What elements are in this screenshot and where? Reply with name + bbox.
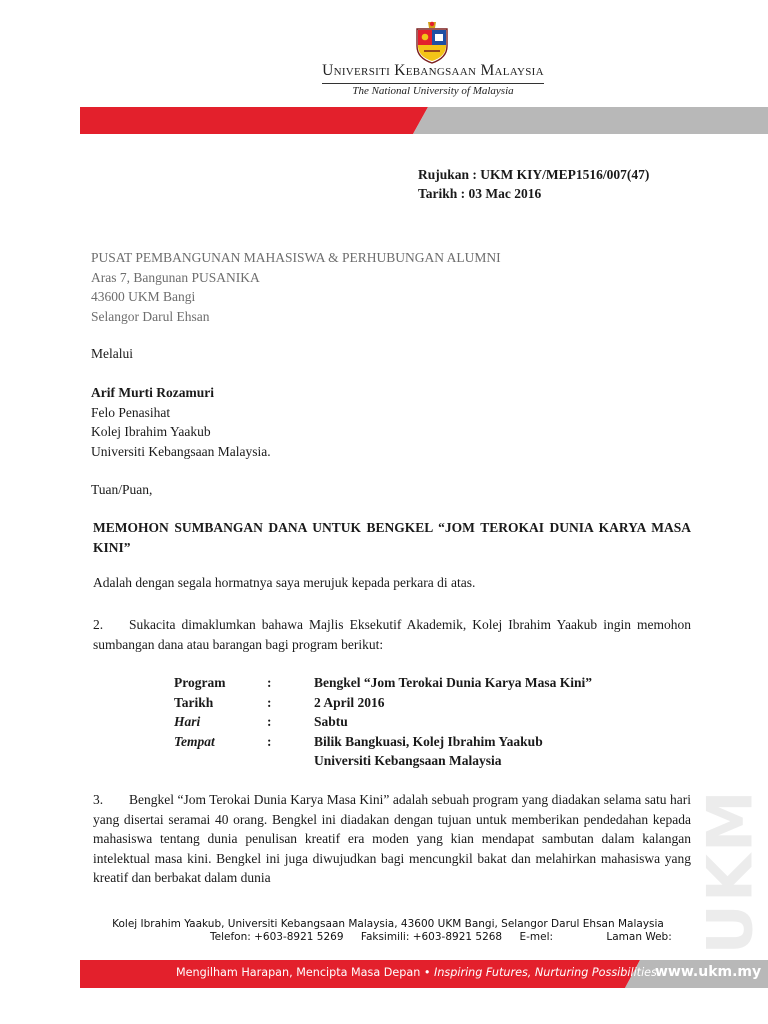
intermediary-line: Universiti Kebangsaan Malaysia. — [91, 443, 271, 459]
letterhead-color-band — [80, 107, 768, 134]
footer-contact — [210, 931, 686, 943]
via-label: Melalui — [91, 346, 133, 361]
intermediary-line: Kolej Ibrahim Yaakub — [91, 424, 211, 439]
detail-colon: : — [267, 675, 272, 690]
letterhead-divider — [322, 83, 544, 84]
detail-value: 2 April 2016 — [314, 694, 385, 710]
paragraph-text: Bengkel “Jom Terokai Dunia Karya Masa Kini” adalah sebuah program yang diadakan selama satu hari yang disertai seramai 40 orang. Bengkel ini diadakan dengan tujuan untuk memberikan pendedahan kepada mahasiswa tentang dunia penulisan kreatif era moden yang kian mendapat sambutan dalam kalangan intelektual masa kini. Bengkel ini juga diwujudkan bagi mencungkil bakat dan melahirkan mahasiswa yang kreatif dan berbakat dalam dunia — [93, 792, 691, 885]
footer-address: Kolej Ibrahim Yaakub, Universiti Kebangsaan Malaysia, 43600 UKM Bangi, Selangor Darul Ehsan Malaysia — [112, 918, 664, 930]
footer-email: E-mel: — [519, 931, 554, 943]
detail-row — [174, 751, 654, 771]
footer-faksimili: Faksimili: +603-8921 5268 — [360, 931, 503, 943]
detail-value: Bengkel “Jom Terokai Dunia Karya Masa Kini” — [314, 675, 593, 690]
footer-telefon: Telefon: +603-8921 5269 — [210, 931, 344, 943]
letter-subject: MEMOHON SUMBANGAN DANA UNTUK BENGKEL “JOM TEROKAI DUNIA KARYA MASA KINI” — [93, 520, 691, 555]
detail-label: Tarikh — [174, 694, 214, 710]
program-details-table — [174, 673, 654, 771]
intermediary-name: Arif Murti Rozamuri — [91, 385, 214, 400]
paragraph-number: 3. — [93, 792, 104, 807]
recipient-line: PUSAT PEMBANGUNAN MAHASISWA & PERHUBUNGAN ALUMNI — [91, 250, 501, 265]
paragraph-3 — [93, 790, 691, 886]
slogan-separator: • — [423, 966, 431, 979]
university-tagline: The National University of Malaysia — [352, 85, 514, 97]
detail-row — [174, 673, 654, 693]
slogan-english: Inspiring Futures, Nurturing Possibilities — [434, 966, 657, 979]
university-name: Universiti Kebangsaan Malaysia — [322, 62, 544, 79]
recipient-line: 43600 UKM Bangi — [91, 289, 196, 304]
detail-row — [174, 732, 654, 752]
footer-slogan — [176, 966, 657, 979]
reference-number: Rujukan : UKM KIY/MEP1516/007(47) — [418, 167, 650, 182]
recipient-address — [91, 248, 501, 326]
intermediary-block — [91, 383, 271, 461]
paragraph-1: Adalah dengan segala hormatnya saya merujuk kepada perkara di atas. — [93, 575, 476, 590]
letter-date: Tarikh : 03 Mac 2016 — [418, 186, 542, 201]
detail-colon: : — [267, 714, 272, 729]
detail-label: Tempat — [174, 733, 215, 749]
reference-block — [418, 165, 649, 203]
detail-label: Hari — [174, 714, 201, 729]
university-crest-logo — [414, 20, 450, 64]
recipient-line: Selangor Darul Ehsan — [91, 308, 210, 324]
paragraph-text: Sukacita dimaklumkan bahawa Majlis Eksekutif Akademik, Kolej Ibrahim Yaakub ingin memohon sumbangan dana atau barangan bagi program berikut: — [93, 617, 691, 652]
paragraph-2 — [93, 615, 691, 654]
footer-laman-web: Laman Web: — [606, 931, 672, 943]
detail-row — [174, 712, 654, 732]
footer-website-link[interactable]: www.ukm.my — [655, 964, 762, 980]
salutation: Tuan/Puan, — [91, 482, 153, 497]
detail-value: Bilik Bangkuasi, Kolej Ibrahim Yaakub — [314, 733, 543, 749]
detail-value: Universiti Kebangsaan Malaysia — [314, 753, 502, 768]
detail-colon: : — [267, 733, 272, 749]
ukm-watermark: UKM — [693, 788, 767, 955]
intermediary-line: Felo Penasihat — [91, 404, 171, 420]
detail-value: Sabtu — [314, 714, 348, 729]
detail-row — [174, 693, 654, 713]
recipient-line: Aras 7, Bangunan PUSANIKA — [91, 269, 260, 285]
detail-label: Program — [174, 675, 226, 690]
slogan-malay: Mengilham Harapan, Mencipta Masa Depan — [176, 966, 421, 979]
detail-colon: : — [267, 694, 272, 710]
paragraph-number: 2. — [93, 617, 104, 632]
